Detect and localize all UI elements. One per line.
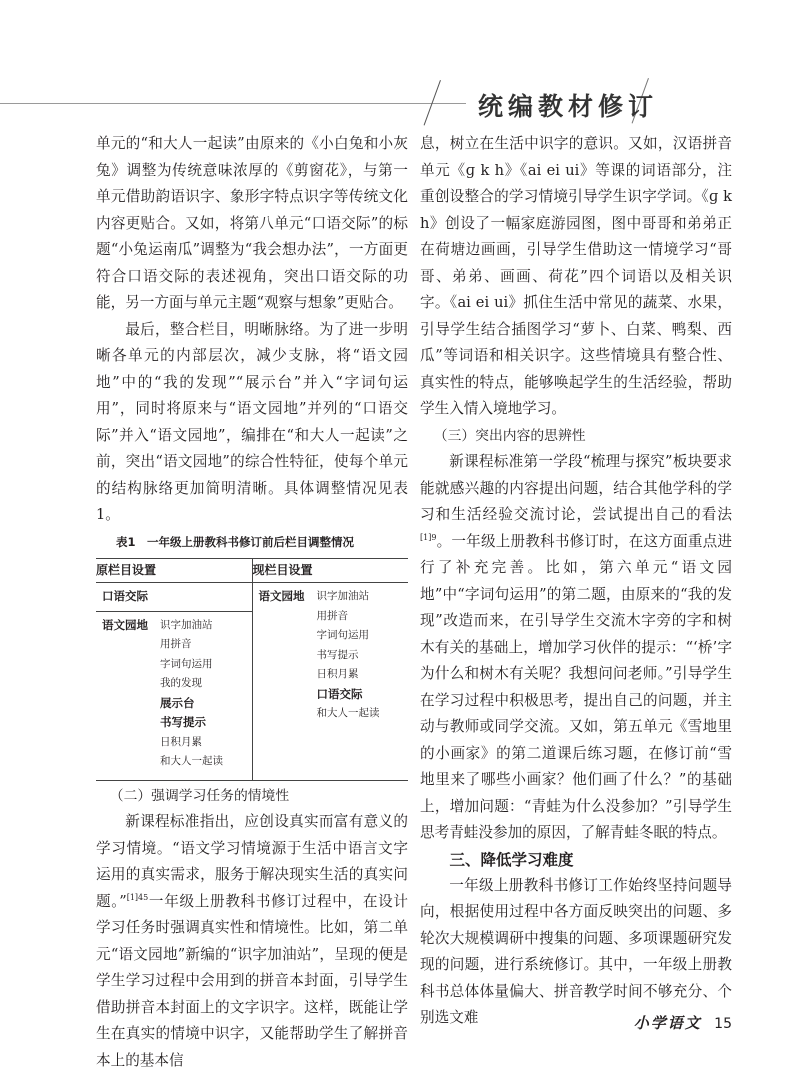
paragraph-text: 。一年级上册教科书修订时，在这方面重点进行了补充完善。比如，第六单元“语文园地”中“字词句运用”的第二题，由原来的“我的发现”改造而来，在引导学生交流木字旁的字和树木有关的基础上，增加学习伙伴的提示：“‘桥’字为什么和树木有关呢？我想问问老师。”引导学生在学习过程中积极思考，提出自己的问题，并主动与教师或同学交流。又如，第五单元《雪地里的小画家》的第二道课后练习题，在修订前“雪地里来了哪些小画家？他们画了什么？”的基础上，增加问题：“青蛙为什么没参加？”引导学生思考青蛙没参加的原因，了解青蛙冬眠的特点。 bbox=[420, 532, 732, 841]
page-number: 15 bbox=[714, 1016, 732, 1032]
old-columns-cell bbox=[96, 583, 252, 781]
list-item: 书写提示 bbox=[160, 715, 206, 729]
paragraph-text: 新课程标准第一学段“梳理与探究”板块要求能就感兴趣的内容提出问题，结合其他学科的学习和生活经验交流讨论，尝试提出自己的看法 bbox=[420, 453, 732, 523]
list-item: 书写提示 bbox=[316, 648, 359, 661]
old-category-garden: 语文园地 bbox=[102, 617, 148, 632]
list-item: 用拼音 bbox=[316, 609, 348, 622]
paragraph: 一年级上册教科书修订工作始终坚持问题导向，根据使用过程中各方面反映突出的问题、多轮次大规模调研中搜集的问题、多项课题研究发现的问题，进行系统修订。其中，一年级上册教科书总体体量偏大、拼音教学时间不够充分、个别选文难 bbox=[420, 876, 732, 1026]
subsection-heading: （三）突出内容的思辨性 bbox=[433, 427, 586, 444]
right-column bbox=[420, 131, 732, 1032]
paragraph: 最后，整合栏目，明晰脉络。为了进一步明晰各单元的内部层次，减少支脉，将“语文园地”中的“我的发现”“展示台”并入“字词句运用”，同时将原来与“语文园地”并列的“口语交际”并入“语文园地”，编排在“和大人一起读”之前，突出“语文园地”的综合性特征，使每个单元的结构脉络更加简明清晰。具体调整情况见表1。 bbox=[96, 320, 408, 523]
running-header-title: 统编教材修订 bbox=[478, 92, 659, 121]
new-columns-cell bbox=[252, 583, 408, 781]
list-item: 口语交际 bbox=[316, 686, 363, 701]
old-items bbox=[160, 616, 223, 772]
journal-name: 小学语文 bbox=[633, 1014, 702, 1032]
new-items bbox=[317, 587, 380, 724]
paragraph-text: 一年级上册教科书修订过程中，在设计学习任务时强调真实性和情境性。比如，第二单元“语文园地”新编的“识字加油站”，呈现的便是学生学习过程中会用到的拼音本封面，引导学生借助拼音本封面上的文字识字。这样，既能让学生在真实的情境中识字，又能帮助学生了解拼音本上的基本信 bbox=[96, 892, 408, 1069]
paragraph bbox=[96, 809, 408, 1074]
table-header-old: 原栏目设置 bbox=[96, 558, 252, 583]
list-item: 识字加油站 bbox=[316, 590, 369, 602]
list-item: 字词句运用 bbox=[316, 629, 369, 641]
column-adjustment-table bbox=[96, 558, 408, 781]
table-header-new: 现栏目设置 bbox=[252, 558, 408, 583]
paragraph-text: 新课程标准指出，应创设真实而富有意义的学习情境。“语文学习情境源于生活中语言文字运用的真实需求，服务于解决现实生活的真实问题。” bbox=[96, 813, 408, 910]
list-item: 和大人一起读 bbox=[160, 755, 223, 767]
citation-ref: [1]9 bbox=[420, 532, 437, 542]
list-item: 日积月累 bbox=[160, 735, 202, 748]
subsection-heading: （二）强调学习任务的情境性 bbox=[109, 787, 290, 804]
header-rule bbox=[0, 103, 466, 104]
table-caption: 表1 一年级上册教科书修订前后栏目调整情况 bbox=[116, 534, 354, 549]
list-item: 我的发现 bbox=[160, 677, 202, 689]
new-category-garden: 语文园地 bbox=[258, 589, 305, 603]
page-footer bbox=[634, 1012, 732, 1033]
paragraph bbox=[420, 449, 732, 847]
list-item: 识字加油站 bbox=[160, 618, 213, 631]
old-category-oral: 口语交际 bbox=[102, 589, 148, 603]
citation-ref: [1]45 bbox=[126, 892, 149, 902]
list-item: 和大人一起读 bbox=[316, 707, 380, 719]
section-heading: 三、降低学习难度 bbox=[449, 850, 574, 869]
list-item: 日积月累 bbox=[316, 668, 359, 680]
list-item: 字词句运用 bbox=[160, 657, 213, 670]
paragraph: 息，树立在生活中识字的意识。又如，汉语拼音单元《ɡ k h》《ai ei ui》等课的词语部分，注重创设整合的学习情境引导学生识字学词。《ɡ k h》创设了一幅家庭游园图，图中哥哥和弟弟正在荷塘边画画，引导学生借助这一情境学习“哥哥、弟弟、画画、荷花”四个词语以及相关识字。《ai ei ui》抓住生活中常见的蔬菜、水果，引导学生结合插图学习“萝卜、白菜、鸭梨、西瓜”等词语和相关识字。这些情境具有整合性、真实性的特点，能够唤起学生的生活经验，帮助学生入情入境地学习。 bbox=[420, 135, 732, 417]
list-item: 用拼音 bbox=[160, 638, 192, 650]
list-item: 展示台 bbox=[160, 695, 195, 710]
left-column bbox=[96, 131, 408, 1074]
paragraph: 单元的“和大人一起读”由原来的《小白兔和小灰兔》调整为传统意味浓厚的《剪窗花》，与第一单元借助韵语识字、象形字特点识字等传统文化内容更贴合。又如，将第八单元“口语交际”的标题“小兔运南瓜”调整为“我会想办法”，一方面更符合口语交际的表述视角，突出口语交际的功能，另一方面与单元主题“观察与想象”更贴合。 bbox=[96, 135, 408, 311]
